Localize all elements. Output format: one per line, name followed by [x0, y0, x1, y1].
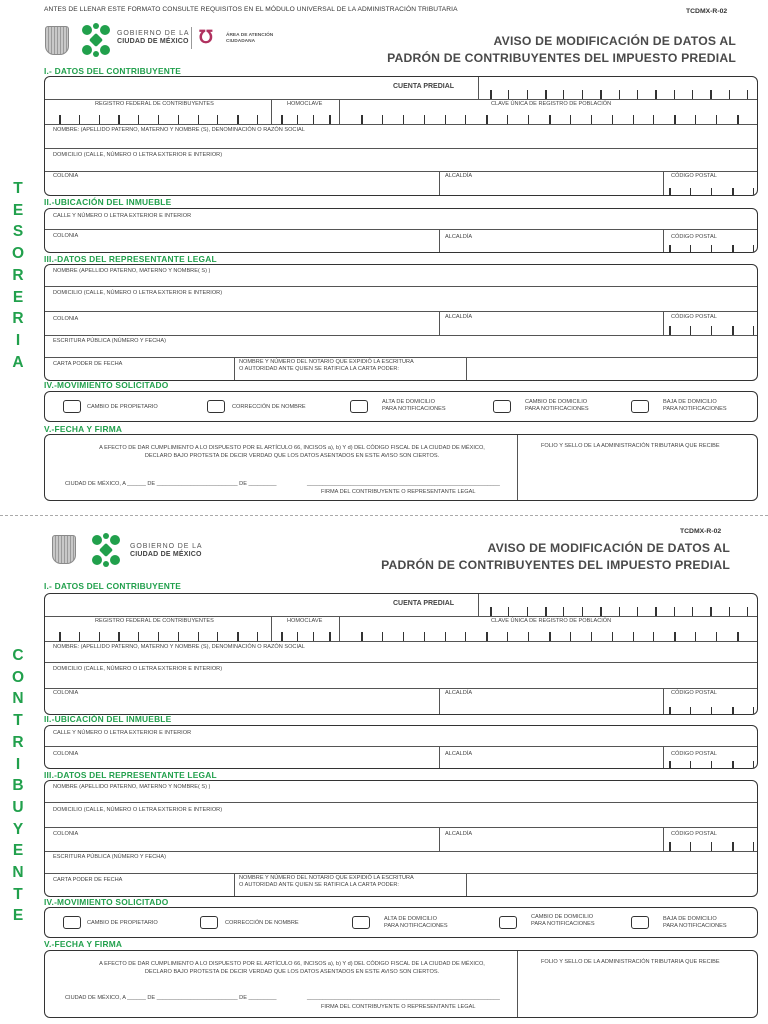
top-instruction-note: ANTES DE LLENAR ESTE FORMATO CONSULTE REQUISITOS EN EL MÓDULO UNIVERSAL DE LA ADMINISTRACIÓN TRIBUTARIA	[44, 6, 458, 13]
char-box-divider	[655, 90, 657, 99]
signature-line[interactable]: ______________________________________________________________	[307, 481, 500, 487]
colonia-label: COLONIA	[53, 316, 79, 322]
section-title: I.- DATOS DEL CONTRIBUYENTE	[44, 66, 182, 76]
char-box-divider	[753, 245, 754, 253]
form-code: TCDMX-R-02	[680, 528, 722, 535]
char-box-divider	[653, 115, 654, 124]
codigo-postal-input[interactable]	[45, 841, 758, 851]
inmueble-box	[44, 208, 758, 253]
char-box-divider	[747, 90, 748, 99]
curp-label: CLAVE ÚNICA DE REGISTRO DE POBLACIÓN	[491, 101, 612, 107]
char-box-divider	[711, 188, 712, 196]
section-title: II.-UBICACIÓN DEL INMUEBLE	[44, 197, 172, 207]
char-box-divider	[674, 115, 676, 124]
folio-sello-label: FOLIO Y SELLO DE LA ADMINISTRACIÓN TRIBUTARIA QUE RECIBE	[541, 959, 720, 965]
codigo-postal-label: CÓDIGO POSTAL	[671, 234, 717, 240]
movimiento-box	[44, 391, 758, 422]
cambio-domicilio-label: CAMBIO DE DOMICILIO PARA NOTIFICACIONES	[531, 914, 595, 927]
copy-label-contribuyente: C O N T R I B U Y E N T E	[11, 647, 25, 925]
char-box-divider	[508, 607, 509, 616]
movimiento-box	[44, 907, 758, 938]
signature-caption: FIRMA DEL CONTRIBUYENTE O REPRESENTANTE LEGAL	[321, 1004, 476, 1010]
correccion-nombre-checkbox[interactable]	[200, 916, 218, 929]
atencion-ciudadana-icon: ℧	[199, 27, 213, 47]
codigo-postal-label: CÓDIGO POSTAL	[671, 314, 717, 320]
char-box-divider	[669, 188, 671, 196]
char-box-divider	[600, 90, 602, 99]
char-box-divider	[669, 245, 671, 253]
section-title: IV.-MOVIMIENTO SOLICITADO	[44, 897, 169, 907]
char-box-divider	[732, 326, 734, 335]
alta-domicilio-checkbox[interactable]	[350, 400, 368, 413]
char-box-divider	[753, 188, 754, 196]
fecha-firma-box	[44, 434, 758, 501]
codigo-postal-input[interactable]	[45, 184, 758, 196]
curp-input[interactable]	[45, 111, 758, 124]
char-box-divider	[690, 188, 691, 196]
section-title: I.- DATOS DEL CONTRIBUYENTE	[44, 581, 182, 591]
contribuyente-box	[44, 593, 758, 715]
char-box-divider	[490, 90, 492, 99]
char-box-divider	[674, 632, 676, 641]
alcaldia-label: ALCALDÍA	[445, 314, 473, 320]
copy-label-tesoreria: T E S O R E R I A	[11, 180, 25, 371]
char-box-divider	[711, 707, 712, 715]
char-box-divider	[695, 115, 696, 124]
char-box-divider	[711, 761, 712, 769]
carta-poder-label: CARTA PODER DE FECHA	[53, 877, 123, 883]
char-box-divider	[674, 607, 675, 616]
curp-input[interactable]	[45, 628, 758, 641]
cut-line	[0, 515, 768, 516]
colonia-label: COLONIA	[53, 690, 79, 696]
colonia-label: COLONIA	[53, 233, 79, 239]
char-box-divider	[737, 632, 739, 641]
char-box-divider	[732, 842, 734, 851]
char-box-divider	[619, 90, 620, 99]
char-box-divider	[732, 761, 734, 769]
char-box-divider	[612, 115, 614, 124]
char-box-divider	[732, 707, 734, 715]
char-box-divider	[361, 115, 363, 124]
declaration-text: A EFECTO DE DAR CUMPLIMIENTO A LO DISPUESTO POR EL ARTÍCULO 66, INCISOS a), b) Y d) DEL CÓDIGO FISCAL DE LA CIUDAD DE MÉXICO, DECLARO BAJO PROTESTA DE DECIR VERDAD QUE LOS DATOS ASENTADOS EN ESTE AVISO SON CIERTOS.	[99, 445, 485, 459]
cuenta-predial-input[interactable]	[45, 602, 758, 616]
char-box-divider	[361, 632, 363, 641]
char-box-divider	[508, 90, 509, 99]
section-title: III.-DATOS DEL REPRESENTANTE LEGAL	[44, 770, 217, 780]
char-box-divider	[633, 115, 634, 124]
declaration-text: A EFECTO DE DAR CUMPLIMIENTO A LO DISPUESTO POR EL ARTÍCULO 66, INCISOS a), b) Y d) DEL CÓDIGO FISCAL DE LA CIUDAD DE MÉXICO, DECLARO BAJO PROTESTA DE DECIR VERDAD QUE LOS DATOS ASENTADOS EN ESTE AVISO SON CIERTOS.	[99, 961, 485, 975]
char-box-divider	[591, 115, 592, 124]
char-box-divider	[465, 115, 466, 124]
curp-label: CLAVE ÚNICA DE REGISTRO DE POBLACIÓN	[491, 618, 612, 624]
cambio-domicilio-checkbox[interactable]	[499, 916, 517, 929]
char-box-divider	[690, 842, 691, 851]
cambio-domicilio-label: CAMBIO DE DOMICILIO PARA NOTIFICACIONES	[525, 399, 589, 412]
codigo-postal-input[interactable]	[45, 760, 758, 769]
alta-domicilio-label: ALTA DE DOMICILIO PARA NOTIFICACIONES	[384, 916, 448, 929]
alcaldia-label: ALCALDÍA	[445, 751, 473, 757]
char-box-divider	[711, 245, 712, 253]
char-box-divider	[669, 326, 671, 335]
inmueble-box	[44, 725, 758, 769]
char-box-divider	[382, 632, 383, 641]
char-box-divider	[563, 90, 564, 99]
char-box-divider	[600, 607, 602, 616]
char-box-divider	[753, 707, 754, 715]
alcaldia-label: ALCALDÍA	[445, 173, 473, 179]
char-box-divider	[711, 326, 712, 335]
codigo-postal-label: CÓDIGO POSTAL	[671, 173, 717, 179]
char-box-divider	[545, 607, 547, 616]
colonia-label: COLONIA	[53, 831, 79, 837]
contribuyente-box	[44, 76, 758, 196]
char-box-divider	[729, 90, 730, 99]
cambio-propietario-label: CAMBIO DE PROPIETARIO	[87, 920, 158, 926]
codigo-postal-label: CÓDIGO POSTAL	[671, 831, 717, 837]
codigo-postal-label: CÓDIGO POSTAL	[671, 690, 717, 696]
logo-divider	[191, 27, 192, 49]
char-box-divider	[403, 632, 404, 641]
form-title: AVISO DE MODIFICACIÓN DE DATOS AL PADRÓN DE CONTRIBUYENTES DEL IMPUESTO PREDIAL	[381, 541, 730, 572]
char-box-divider	[747, 607, 748, 616]
char-box-divider	[527, 90, 528, 99]
baja-domicilio-label: BAJA DE DOMICILIO PARA NOTIFICACIONES	[663, 916, 727, 929]
cambio-propietario-checkbox[interactable]	[63, 916, 81, 929]
folio-sello-label: FOLIO Y SELLO DE LA ADMINISTRACIÓN TRIBUTARIA QUE RECIBE	[541, 443, 720, 449]
alta-domicilio-checkbox[interactable]	[352, 916, 370, 929]
char-box-divider	[612, 632, 614, 641]
baja-domicilio-checkbox[interactable]	[631, 916, 649, 929]
char-box-divider	[669, 842, 671, 851]
char-box-divider	[674, 90, 675, 99]
cdmx-shield-logo	[45, 26, 69, 55]
calle-label: CALLE Y NÚMERO O LETRA EXTERIOR E INTERIOR	[53, 730, 192, 736]
char-box-divider	[655, 607, 657, 616]
correccion-nombre-label: CORRECCIÓN DE NOMBRE	[225, 920, 299, 926]
signature-caption: FIRMA DEL CONTRIBUYENTE O REPRESENTANTE LEGAL	[321, 489, 476, 495]
calle-label: CALLE Y NÚMERO O LETRA EXTERIOR E INTERIOR	[53, 213, 192, 219]
carta-poder-label: CARTA PODER DE FECHA	[53, 361, 123, 367]
rfc-label: REGISTRO FEDERAL DE CONTRIBUYENTES	[95, 618, 214, 624]
codigo-postal-label: CÓDIGO POSTAL	[671, 751, 717, 757]
char-box-divider	[690, 245, 691, 253]
place-date-line[interactable]: CIUDAD DE MÉXICO, A ______ DE __________________________ DE _________	[65, 481, 277, 487]
cdmx-x-logo	[79, 22, 113, 58]
rep-domicilio-label: DOMICILIO (CALLE, NÚMERO O LETRA EXTERIOR E INTERIOR)	[53, 807, 223, 813]
char-box-divider	[490, 607, 492, 616]
homoclave-label: HOMOCLAVE	[287, 101, 323, 107]
gobierno-cdmx-wordmark: GOBIERNO DE LA CIUDAD DE MÉXICO	[130, 543, 203, 558]
char-box-divider	[570, 115, 571, 124]
char-box-divider	[716, 115, 717, 124]
char-box-divider	[445, 115, 446, 124]
char-box-divider	[710, 607, 712, 616]
char-box-divider	[729, 607, 730, 616]
codigo-postal-input[interactable]	[45, 325, 758, 335]
alcaldia-label: ALCALDÍA	[445, 690, 473, 696]
char-box-divider	[710, 90, 712, 99]
char-box-divider	[528, 632, 529, 641]
cuenta-predial-label: CUENTA PREDIAL	[393, 600, 455, 607]
char-box-divider	[711, 842, 712, 851]
rep-nombre-label: NOMBRE (APELLIDO PATERNO, MATERNO Y NOMBRE( S) )	[53, 784, 211, 790]
correccion-nombre-checkbox[interactable]	[207, 400, 225, 413]
char-box-divider	[486, 632, 488, 641]
escritura-label: ESCRITURA PÚBLICA (NÚMERO Y FECHA)	[53, 338, 166, 344]
char-box-divider	[695, 632, 696, 641]
char-box-divider	[582, 90, 583, 99]
char-box-divider	[619, 607, 620, 616]
char-box-divider	[637, 607, 638, 616]
cambio-domicilio-checkbox[interactable]	[493, 400, 511, 413]
section-title: V.-FECHA Y FIRMA	[44, 939, 123, 949]
rfc-label: REGISTRO FEDERAL DE CONTRIBUYENTES	[95, 101, 214, 107]
rep-domicilio-label: DOMICILIO (CALLE, NÚMERO O LETRA EXTERIOR E INTERIOR)	[53, 290, 223, 296]
atencion-ciudadana-wordmark: ÁREA DE ATENCIÓN CIUDADANA	[226, 33, 274, 44]
section-title: II.-UBICACIÓN DEL INMUEBLE	[44, 714, 172, 724]
domicilio-label: DOMICILIO (CALLE, NÚMERO O LETRA EXTERIOR E INTERIOR)	[53, 666, 223, 672]
char-box-divider	[527, 607, 528, 616]
char-box-divider	[716, 632, 717, 641]
char-box-divider	[690, 707, 691, 715]
cuenta-predial-input[interactable]	[45, 85, 758, 99]
representante-box	[44, 264, 758, 381]
section-title: III.-DATOS DEL REPRESENTANTE LEGAL	[44, 254, 217, 264]
char-box-divider	[690, 761, 691, 769]
gobierno-cdmx-wordmark: GOBIERNO DE LA CIUDAD DE MÉXICO	[117, 30, 190, 45]
cdmx-shield-logo	[52, 535, 76, 564]
baja-domicilio-checkbox[interactable]	[631, 400, 649, 413]
char-box-divider	[690, 326, 691, 335]
cambio-propietario-checkbox[interactable]	[63, 400, 81, 413]
representante-box	[44, 780, 758, 897]
char-box-divider	[732, 245, 734, 253]
alcaldia-label: ALCALDÍA	[445, 234, 473, 240]
escritura-label: ESCRITURA PÚBLICA (NÚMERO Y FECHA)	[53, 854, 166, 860]
cuenta-predial-label: CUENTA PREDIAL	[393, 83, 455, 90]
signature-line[interactable]: ______________________________________________________________	[307, 995, 500, 1001]
char-box-divider	[753, 842, 754, 851]
char-box-divider	[486, 115, 488, 124]
char-box-divider	[732, 188, 734, 196]
colonia-label: COLONIA	[53, 173, 79, 179]
char-box-divider	[507, 115, 508, 124]
char-box-divider	[570, 632, 571, 641]
nombre-label: NOMBRE: (APELLIDO PATERNO, MATERNO Y NOMBRE (S), DENOMINACIÓN O RAZÓN SOCIAL	[53, 127, 305, 133]
char-box-divider	[563, 607, 564, 616]
baja-domicilio-label: BAJA DE DOMICILIO PARA NOTIFICACIONES	[663, 399, 727, 412]
form-title: AVISO DE MODIFICACIÓN DE DATOS AL PADRÓN DE CONTRIBUYENTES DEL IMPUESTO PREDIAL	[387, 34, 736, 65]
char-box-divider	[669, 707, 671, 715]
char-box-divider	[692, 90, 693, 99]
domicilio-label: DOMICILIO (CALLE, NÚMERO O LETRA EXTERIOR E INTERIOR)	[53, 152, 223, 158]
cdmx-x-logo	[89, 532, 123, 568]
char-box-divider	[582, 607, 583, 616]
form-code: TCDMX-R-02	[686, 8, 728, 15]
char-box-divider	[637, 90, 638, 99]
char-box-divider	[382, 115, 383, 124]
char-box-divider	[669, 761, 671, 769]
char-box-divider	[591, 632, 592, 641]
char-box-divider	[424, 115, 426, 124]
char-box-divider	[633, 632, 634, 641]
colonia-label: COLONIA	[53, 751, 79, 757]
section-title: IV.-MOVIMIENTO SOLICITADO	[44, 380, 169, 390]
char-box-divider	[403, 115, 404, 124]
form-copy-contribuyente	[0, 517, 768, 1024]
nombre-label: NOMBRE: (APELLIDO PATERNO, MATERNO Y NOMBRE (S), DENOMINACIÓN O RAZÓN SOCIAL	[53, 644, 305, 650]
section-title: V.-FECHA Y FIRMA	[44, 424, 123, 434]
fecha-firma-box	[44, 950, 758, 1018]
place-date-line[interactable]: CIUDAD DE MÉXICO, A ______ DE __________________________ DE _________	[65, 995, 277, 1001]
char-box-divider	[424, 632, 426, 641]
char-box-divider	[507, 632, 508, 641]
char-box-divider	[753, 761, 754, 769]
char-box-divider	[692, 607, 693, 616]
notario-label: NOMBRE Y NÚMERO DEL NOTARIO QUE EXPIDIÓ LA ESCRITURA O AUTORIDAD ANTE QUIEN SE RATIFICA LA CARTA PODER:	[239, 875, 414, 888]
notario-label: NOMBRE Y NÚMERO DEL NOTARIO QUE EXPIDIÓ LA ESCRITURA O AUTORIDAD ANTE QUIEN SE RATIFICA LA CARTA PODER:	[239, 359, 414, 372]
char-box-divider	[653, 632, 654, 641]
codigo-postal-input[interactable]	[45, 243, 758, 253]
char-box-divider	[528, 115, 529, 124]
homoclave-label: HOMOCLAVE	[287, 618, 323, 624]
char-box-divider	[549, 632, 551, 641]
alcaldia-label: ALCALDÍA	[445, 831, 473, 837]
alta-domicilio-label: ALTA DE DOMICILIO PARA NOTIFICACIONES	[382, 399, 446, 412]
char-box-divider	[465, 632, 466, 641]
char-box-divider	[549, 115, 551, 124]
rep-nombre-label: NOMBRE (APELLIDO PATERNO, MATERNO Y NOMBRE( S) )	[53, 268, 211, 274]
char-box-divider	[737, 115, 739, 124]
correccion-nombre-label: CORRECCIÓN DE NOMBRE	[232, 404, 306, 410]
char-box-divider	[545, 90, 547, 99]
char-box-divider	[445, 632, 446, 641]
char-box-divider	[753, 326, 754, 335]
cambio-propietario-label: CAMBIO DE PROPIETARIO	[87, 404, 158, 410]
